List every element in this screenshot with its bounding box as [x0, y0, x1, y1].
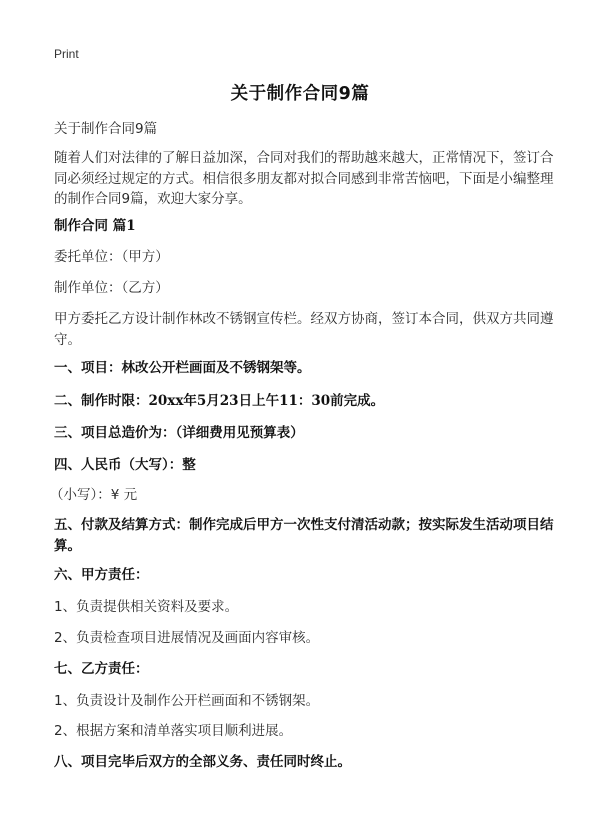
clause-4: 四、人民币（大写）：整	[54, 457, 196, 473]
client-line: 委托单位：（甲方）	[54, 249, 169, 265]
agreement-paragraph: 甲方委托乙方设计制作林改不锈钢宣传栏。经双方协商，签订本合同，供双方共同遵守。	[54, 311, 554, 348]
clause-6-heading: 六、甲方责任：	[54, 567, 149, 583]
document-subtitle: 关于制作合同9篇	[54, 121, 158, 137]
clause-8: 八、项目完毕后双方的全部义务、责任同时终止。	[54, 754, 351, 770]
clause-6-item-2: 2、负责检查项目进展情况及画面内容审核。	[54, 630, 320, 646]
clause-7-heading: 七、乙方责任：	[54, 661, 149, 677]
clause-2: 二、制作时限：20xx年5月23日上午11：30前完成。	[54, 393, 385, 409]
clause-5: 五、付款及结算方式：制作完成后甲方一次性支付清活动款；按实际发生活动项目结算。	[54, 517, 554, 554]
section-heading: 制作合同 篇1	[54, 218, 136, 234]
print-label: Print	[54, 47, 79, 61]
clause-7-item-1: 1、负责设计及制作公开栏画面和不锈钢架。	[54, 693, 320, 709]
clause-4-small: （小写）：¥ 元	[50, 487, 138, 503]
clause-1: 一、项目：林改公开栏画面及不锈钢架等。	[54, 360, 311, 376]
clause-7-item-2: 2、根据方案和清单落实项目顺利进展。	[54, 723, 293, 739]
maker-line: 制作单位：（乙方）	[54, 280, 169, 296]
intro-paragraph: 随着人们对法律的了解日益加深，合同对我们的帮助越来越大，正常情况下，签订合同必须经过规定的方式。相信很多朋友都对拟合同感到非常苦恼吧，下面是小编整理的制作合同9篇，欢迎大家分享。	[54, 150, 554, 207]
document-title: 关于制作合同9篇	[230, 84, 370, 104]
clause-6-item-1: 1、负责提供相关资料及要求。	[54, 599, 239, 615]
clause-3: 三、项目总造价为：（详细费用见预算表）	[54, 425, 304, 441]
